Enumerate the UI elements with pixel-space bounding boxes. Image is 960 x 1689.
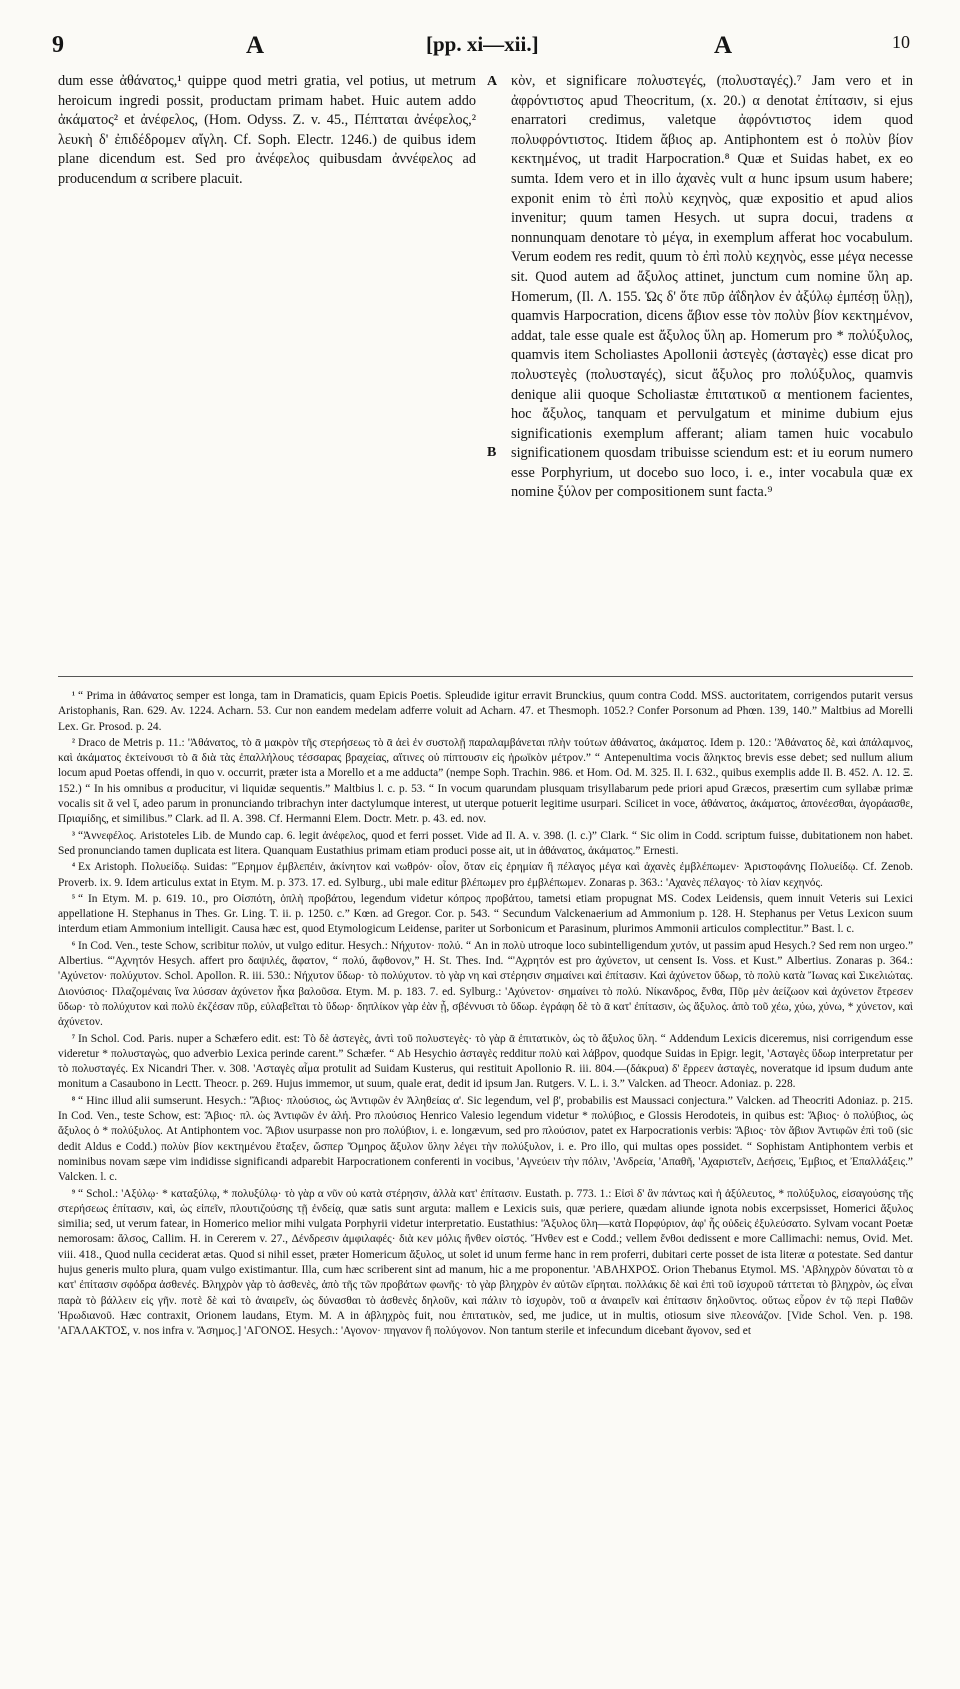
footnote-number: ¹ [72, 690, 75, 701]
margin-letter-a: A [487, 74, 498, 89]
footnote-text: Ex Aristoph. Πολυείδῳ. Suidas: 'Ἔρημον ἐμβλεπέιν, ἀκίνητον καὶ νωθρόν· οἷον, ὅταν εἰς ἐρημίαν ἢ πέλαγος μέγα καὶ ἀχανὲς ἐμβλέπωμεν· Ἀριστοφάνης Πολυείδῳ. Cf. Zenob. Proverb. ix. 9. Idem articulus extat in Etym. M. p. 373. 17. ed. Sylburg., ubi male editur βλέπωμεν pro ἐμβλέπωμεν. Zonaras p. 363.: 'Αχανὲς πέλαγος· τὸ λίαν κεχηνός. [58, 861, 913, 889]
footnote-7 [58, 1031, 913, 1093]
footnote-text: “ Schol.: 'Αξύλῳ· * καταξύλῳ, * πολυξύλῳ· τὸ γὰρ α νῦν οὐ κατὰ στέρησιν, ἀλλὰ κατ' ἐπίτασιν. Eustath. p. 773. 1.: Εἰσὶ δ' ἂν πάντως καὶ ἡ ἀξύλευτος, * πολύξυλος, εἰσαγούσης τῆς στερήσεως ἐπίτασιν, καὶ, ὡς εἰπεῖν, πλουτιζούσης τῇ ἐνδείᾳ, quæ satis sunt arguta: mallem e Lexicis suis, quæ periere, quædam aliunde ignota nobis excerpsisset, Homerici ἄξυλος similia; sed, ut verum fatear, in Homerico melior mihi vulgata Porphyrii videtur interpretatio. Eustathius: 'Άξυλος ὕλη—κατὰ Πορφύριον, ἀφ' ἧς οὐδεὶς ἐξυλεύσατο. Sylvam vocant Poetæ nemorosam: ἄλσος, Callim. H. in Cererem v. 27., Δένδρεσιν ἀμφιλαφές· διὰ κεν μόλις ἤνθεν οἰστός. Ἤνθεν est e Codd.; vellem ἔνθοι dedissent e more Callimachi: nemus, Ovid. Met. viii. 418., Quod nulla ceciderat ætas. Quod si nihil esset, præter Homericum ἄξυλος, ut solet id unum ferme hanc in rem proferri, dubitari certe posset de ista literæ α potestate. Sed dantur hujus generis multo plura, quam vulgo existimantur. Illa, cum hæc scriberent sint ad manum, hic a me proponentur. 'ΑΒΛΗΧΡΟΣ. Orion Thebanus Etymol. MS. 'Αβληχρὸν δύναται τὸ α κατ' ἐπίτασιν σφόδρα ἀσθενές. Βληχρὸν γὰρ τὸ ἀσθενὲς, ἀπὸ τῆς τῶν προβάτων φωνῆς· τὸ γὰρ βληχρὸν ἐν αὐτῶν εἴρηται. πολλάκις δὲ καὶ ἐπὶ τοῦ ἰσχυροῦ τάττεται τὸ βληχρὸν, ὡς εἶναι παρὰ τὸ βάλλειν εἰς γῆν. ποτὲ δὲ καὶ τὸ ἀναιρεῖν, ὡς δύνασθαι τὸ ἀσθενὲς δηλοῦν, καὶ πάλιν τὸ ἰσχυρὸν, τοῦ α ἀναιρεῖν καὶ ἐπίτασιν δηλοῦντος. οὕτως εὗρον ἐν τῷ περὶ Παθῶν Ἡρωδιανοῦ. Hæc contraxit, Orionem laudans, Etym. M. A in ἀβληχρὸς fuit, nou ἐπιτατικὸν, sed, me judice, ut in multis, otiosum sive πλεονάζον. [Vide Schol. Ven. p. 198. 'ΑΓΑΛΑΚΤΟΣ, v. nos infra v. Ἄσημος.] 'ΑΓΟΝΟΣ. Hesych.: 'Αγονον· πηγανον ἢ πολύγονον. Non tantum sterile et infecundum dicebant ἄγονον, sed et [58, 1187, 913, 1338]
footnote-text: Draco de Metris p. 11.: 'Ἀθάνατος, τὸ ᾱ μακρὸν τῆς στερήσεως τὸ ᾱ ἀεὶ ἐν συστολῇ παραλαμβάνεται πλὴν τούτων ἀθάνατος, ἀκάματος. Idem p. 120.: 'Ἀθάνατος δὲ, καὶ ἀπάλαμνος, καὶ ἀκάματος ἐκτείνουσι τὸ ᾱ διὰ τὰς ἐπαλλήλους τέσσαρας βραχείας, αἵτινες οὐ πίπτουσιν εἰς ἡρωϊκὸν μέτρον.” “ Antepenultima vocis ἄληκτος brevis esse debet; sed nullum alium locum apud Poetas offendi, in quo v. occurrit, præter ista a Morello et a me adducta” (nempe Soph. Trachin. 986. et Hom. Od. M. 325. Il. I. 632., quibus exemplis adde Il. B. 452. Λ. 12. Ξ. 152.) “ In his omnibus α producitur, vi liquidæ sequentis.” Maltbius l. c. p. 53. “ In vocum quarundam plusquam trisyllabarum pede priori apud Græcos, præsertim cum syllabæ primæ vocalis sit ᾰ vel ῐ, adeo parum in pronunciando tribrachyn inter dactylumque interest, ut uterque potuerit legitime usurpari. Scilicet in voce, ἀθάνατος, ἀκάματος, ἀπονέεσθαι, ἀγοράασθε, Πριαμίδης, et similibus.” Clark. ad Il. A. 398. Cf. Hermanni Elem. Doctr. Metr. p. 43. ed. nov. [58, 736, 913, 826]
footnote-number: ⁶ [72, 939, 75, 951]
footnote-divider [58, 676, 913, 677]
footnote-number: ³ [72, 829, 75, 841]
footnote-3 [58, 828, 913, 860]
footnote-6 [58, 938, 913, 1031]
footnote-text: “ Prima in ἀθάνατος semper est longa, tam in Dramaticis, quam Epicis Poetis. Spleudide igitur erravit Brunckius, quum contra Codd. MSS. auctoritatem, corrigendos putarit versus Aristophanis, Ran. 629. Av. 1224. Acharn. 53. Cur non eandem medelam adferre voluit ad Acharn. 47. et Thesmoph. 1052.? Confer Porsonum ad Phœn. 139, 140.” Maltbius ad Morelli Lex. Gr. Prosod. p. 24. [58, 690, 913, 733]
margin-letter-b: B [487, 445, 497, 460]
footnotes [58, 688, 913, 1339]
section-letter-right: A [714, 32, 733, 59]
footnote-4 [58, 859, 913, 891]
footnote-number: ⁷ [72, 1032, 75, 1044]
page-number-left: 9 [52, 32, 64, 58]
left-column [58, 72, 476, 190]
footnote-number: ⁸ [72, 1094, 75, 1106]
right-column [511, 72, 913, 503]
footnote-9 [58, 1186, 913, 1340]
footnote-8 [58, 1093, 913, 1186]
footnote-number: ⁹ [72, 1187, 75, 1199]
footnote-text: “Ἀννεφέλος. Aristoteles Lib. de Mundo cap. 6. legit ἀνέφελος, quod et ferri posset. Vide ad Il. A. v. 398. (l. c.)” Clark. “ Sic olim in Codd. scriptum fuisse, dubitationem non habet. Sed pronunciando tamen duplicata est litera. Quanquam Eustathius primam etiam produci posse ait, ut in ἀθάνατος, ἀκάματος.” Ernesti. [58, 829, 913, 857]
footnote-text: “ In Etym. M. p. 619. 10., pro Οἰσπότη, ὀπλὴ προβάτου, legendum videtur κόπρος προβάτου, tametsi etiam propugnat MS. Codex Leidensis, quem innuit Veteris sui Lexici appellatione H. Stephanus in Thes. Gr. Ling. T. ii. p. 1250. c.” Kœn. ad Gregor. Cor. p. 543. “ Secundum Valckenaerium ad Ammonium p. 128. H. Stephanus per Vetus Lexicon suum interdum etiam Ammonium intelligit. Causa hæc est, quod Etymologicum Leidense, pariter ut Sorbonicum et Parasinum, plurimos Ammonii articulos complectitur.” Bast. l. c. [58, 892, 913, 936]
footnote-1 [58, 688, 913, 735]
page-number-right: 10 [892, 32, 910, 52]
section-letter-left: A [246, 32, 265, 59]
footnote-text: “ Hinc illud alii sumserunt. Hesych.: 'Ἄβιος· πλούσιος, ὡς Ἀντιφῶν ἐν Ἀληθείας α'. Sic legendum, vel β', probabilis est Maussaci conjectura.” Valcken. ad Theocriti Adoniaz. p. 215. In Cod. Ven., teste Schow, est: Ἄβιος· πλ. ὡς Ἀντιφῶν ἐν ἀλή. Pro πλούσιος Henrico Valesio legendum videtur * πολύβιος, e Glossis Herodoteis, in quibus est: Ἄβιος· ὁ πολύβιος, ὡς ἄξυλος ὁ * πολύξυλος. At Antiphontem voc. Ἄβιον usurpasse non pro πολύβιον, i. e. longævum, sed pro πλούσιον, patet ex Harpocrationis verbis: Ἄβιος· τὸν ἄβιον Ἀντιφῶν ἐπὶ τοῦ (sic dedit Aldus e Codd.) πολὺν βίον κεκτημένου ἔταξεν, ὥσπερ Ὅμηρος ἄξυλον ὕλην λέγει τὴν πολύξυλον, i. e. Pro illo, qui multas opes possidet. “ Sophistam Antiphontem verbis et nominibus novam sæpe vim indidisse significandi adparebit Harpocrationem conferenti in vocibus, 'Αγνεύειν τὴν πόλιν, 'Ανδρεία, 'Απαθῆ, 'Αχαριστεῖν, Δεήσεις, Ἐμβιος, et Ἐπαλλάξεις.” Valcken. l. c. [58, 1094, 913, 1184]
page-range: [pp. xi—xii.] [426, 32, 539, 56]
footnote-number: ⁴ [72, 861, 75, 873]
running-header [46, 32, 914, 62]
footnote-text: In Cod. Ven., teste Schow, scribitur πολύν, ut vulgo editur. Hesych.: Νήχυτον· πολύ. “ An in πολὺ utroque loco subintelligendum χυτόν, ut passim apud Hesych.? Sed rem non urgeo.” Albertius. “'Αχνητόν Hesych. affert pro δαψιλές, ἄφατον, “ πολύ, ἄφθονον,” H. St. Thes. Ind. “'Αχρητόν est pro ἀχύνετον, ut censent Is. Voss. et Kust.” Albertius. Zonaras p. 364.: 'Αχύνετον· πολύχυτον. Schol. Apollon. R. iii. 530.: Νήχυτον ὕδωρ· τὸ πολύχυτον. τὸ γὰρ νη καὶ στέρησιν σημαίνει καὶ ἐπίτασιν. Καὶ ἀχύνετον ὕδωρ, τὸ πολὺ κατὰ Ἴωνας καὶ Σικελιώτας. Διονύσιος· Πλαζομέναις ἵνα λύσσαν ἀχύνετον ἧκα βαλοῦσα. Etym. M. p. 183. 7. ed. Sylburg.: 'Αχύνετον· σημαίνει τὸ πολύ. Νίκανδρος, ἔνθα, Πῦρ μὲν ἀείζωον καὶ ἀχύνετον ἔτρεσεν ὕδωρ· τὸ πολύχυτον καὶ πολὺ ἐκζέσαν πῦρ, εὐλαβεῖται τὸ ὕδωρ· δηπλίκον γὰρ ἐὰν ᾖ, σβέννυσι τὸ ὕδωρ. ἐγράφη δὲ τὸ ᾱ κατ' ἐπίτασιν, ὡς ἄξυλος. ἀπὸ τοῦ χέω, χύω, χύνω, * χύνετον, καὶ ἀχύνετον. [58, 939, 913, 1029]
right-column-text: κὸν, et significare πολυστεγές, (πολυσταγές).⁷ Jam vero et in ἀφρόντιστος apud Theocritum, (x. 20.) α denotat ἐπίτασιν, si ejus enarratori credimus, valetque ἀφρόντιστος idem quod πολυφρόντιστος. Itidem ἄβιος ap. Antiphontem est ὁ πολὺν βίον κεκτημένος, ut tradit Harpocration.⁸ Quæ et Suidas habet, ex eo sumta. Idem vero et in illo ἀχανὲς vult α hunc ipsum usum habere; exponit enim τὸ ἐπὶ πολὺ κεχηνὸς, quæ expositio et apud alios invenitur; quum tamen Hesych. ut supra docui, tradens α nonnunquam denotare τὸ μέγα, in exemplum afferat hoc vocabulum. Verum eodem res redit, quum τὸ ἐπὶ πολὺ κεχηνὸς, esse μέγα necesse sit. Quod autem ad ἄξυλος attinet, junctum cum nomine ὕλη ap. Homerum, (Il. Λ. 155. Ὡς δ' ὅτε πῦρ ἀΐδηλον ἐν ἀξύλῳ ἐμπέσῃ ὕλῃ), quamvis Harpocration, dicens ἄβιον esse τὸν πολὺν βίον κεκτημένον, addat, tale esse quale est ἄξυλος ὕλη ap. Homerum pro * πολύξυλος, quamvis item Scholiastes Apollonii ἀστεγὲς (ἀσταγὲς) esse dicat pro πολυστεγὲς (πολυσταγές), sicut ἄξυλος pro πολύξυλος, quamvis denique alii quoque Scholiastæ ἐπιτατικοῦ α mentionem facientes, hoc ἄξυλος, tanquam et pervulgatum et minime dubium ejus significationis exemplum afferant; aliam tamen huic vocabulo significationem quosdam tribuisse sciendum est: et iu eorum numero esse Porphyrium, ut docebo suo loco, i. e., inter vocabula quæ ex nomine ξύλον per compositionem sunt facta.⁹ [511, 73, 913, 501]
footnote-number: ⁵ [72, 892, 75, 904]
footnote-number: ² [72, 736, 75, 748]
footnote-5 [58, 891, 913, 938]
footnote-text: In Schol. Cod. Paris. nuper a Schæfero edit. est: Τὸ δὲ ἀστεγὲς, ἀντὶ τοῦ πολυστεγὲς· τὸ γὰρ ᾱ ἐπιτατικὸν, ὡς τὸ ἄξυλος ὕλη. “ Addendum Lexicis diceremus, nisi corrigendum esse videretur * πολυσταγὼς, quo adverbio Lexica perinde carent.” Schæfer. “ Ab Hesychio ἀσταγὲς redditur πολὺ καὶ λάβρον, quodque Suidas in Epigr. legit, 'Ασταγὲς ὕδωρ interpretatur per τὸ πολυσταγές. Ex Nicandri Ther. v. 308. 'Ασταγὲς αἷμα protulit ad Suidam Kusterus, qui restituit Apollonio R. iii. 804.—(δάκρυα) δ' ἔρρεεν ἀσταγὲς, noveratque id ipsum dudum ante monitum a Casaubono in Lectt. Theocr. p. 269. Hujus immemor, ut suum, quale erat, dedit id ipsum Jan. Rutgers. V. L. i. 3.” Valcken. ad Theocr. Adoniaz. p. 228. [58, 1032, 913, 1091]
left-column-text: dum esse ἀθάνατος,¹ quippe quod metri gratia, vel potius, ut metrum heroicum ingredi possit, productam primam habet. Huic autem addo ἀκάματος² et ἀνέφελος, (Hom. Odyss. Z. v. 45., Πέπταται ἀνέφελος,² λευκὴ δ' ἐπιδέδρομεν αἴγλη. Cf. Soph. Electr. 1246.) de quibus idem plane dicendum est. Sed pro ἀνέφελος quibusdam ἀννέφελος ad producendum α scribere placuit. [58, 73, 476, 187]
footnote-2 [58, 735, 913, 828]
